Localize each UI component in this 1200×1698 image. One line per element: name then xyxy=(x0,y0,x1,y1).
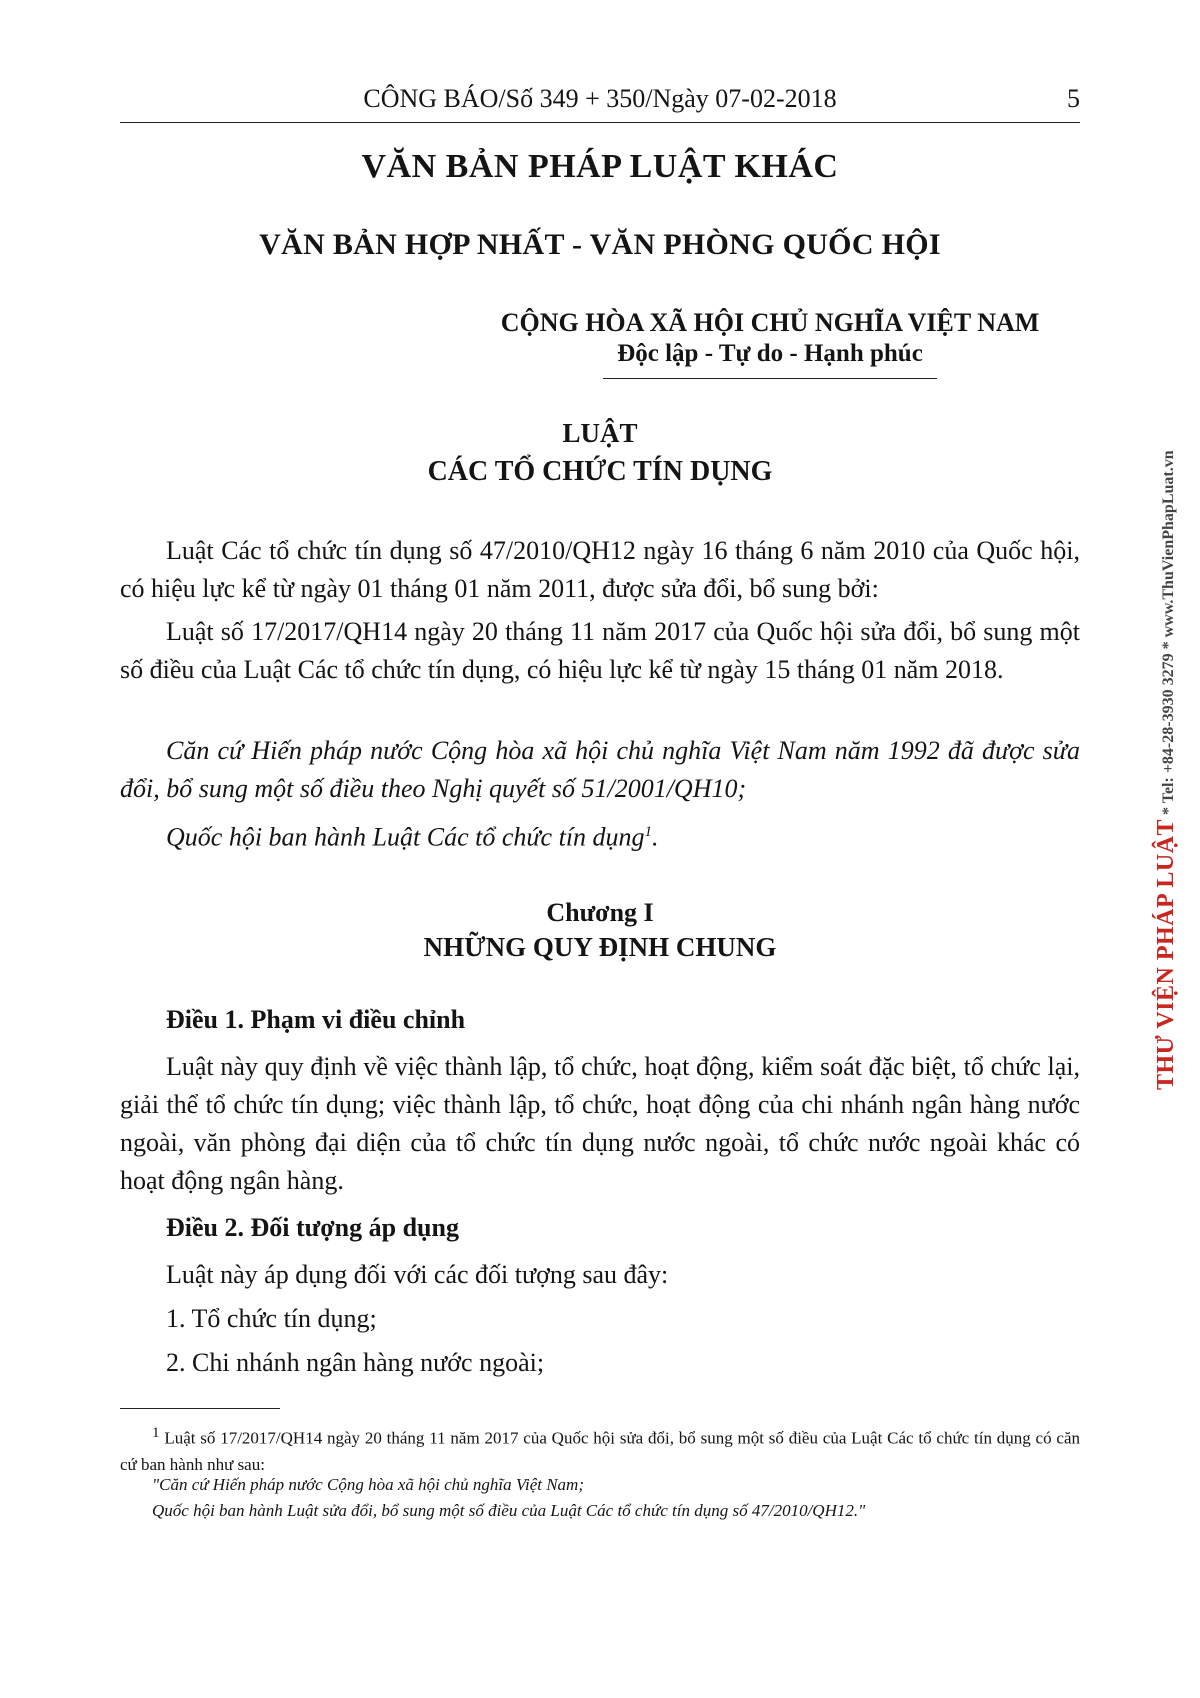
preamble-enactment xyxy=(120,813,1080,857)
footnote-marker: 1 xyxy=(152,1425,160,1441)
enactment-period: . xyxy=(652,822,659,852)
enactment-text: Quốc hội ban hành Luật Các tổ chức tín dụng xyxy=(166,822,645,852)
footnote-quote-line-2: Quốc hội ban hành Luật sửa đổi, bổ sung một số điều của Luật Các tổ chức tín dụng số 47/2010/QH12." xyxy=(152,1501,866,1520)
article-2-title: Điều 2. Đối tượng áp dụng xyxy=(166,1213,459,1242)
chapter-title: NHỮNG QUY ĐỊNH CHUNG xyxy=(423,932,777,962)
motto-underline xyxy=(603,378,937,379)
preamble-paragraph-2: Luật số 17/2017/QH14 ngày 20 tháng 11 năm 2017 của Quốc hội sửa đổi, bổ sung một số điều của Luật Các tổ chức tín dụng, có hiệu lực kể từ ngày 15 tháng 01 năm 2018. xyxy=(120,617,1080,684)
national-title: CỘNG HÒA XÃ HỘI CHỦ NGHĨA VIỆT NAM xyxy=(500,308,1040,337)
preamble-paragraph-1: Luật Các tổ chức tín dụng số 47/2010/QH12 ngày 16 tháng 6 năm 2010 của Quốc hội, có hiệu lực kể từ ngày 01 tháng 01 năm 2011, được sửa đổi, bổ sung bởi: xyxy=(120,536,1080,603)
article-2-item-2: 2. Chi nhánh ngân hàng nước ngoài; xyxy=(166,1348,545,1377)
chapter-label: Chương I xyxy=(546,898,654,927)
national-motto: Độc lập - Tự do - Hạnh phúc xyxy=(617,340,923,367)
footnote-separator xyxy=(120,1408,280,1409)
page-number: 5 xyxy=(1067,84,1080,113)
footnote-text: Luật số 17/2017/QH14 ngày 20 tháng 11 năm 2017 của Quốc hội sửa đổi, bổ sung một số điều của Luật Các tổ chức tín dụng có căn cứ ban hành như sau: xyxy=(120,1428,1081,1474)
watermark-brand: THƯ VIỆN PHÁP LUẬT xyxy=(1153,818,1179,1090)
subsection-title: VĂN BẢN HỢP NHẤT - VĂN PHÒNG QUỐC HỘI xyxy=(259,228,941,261)
section-title: VĂN BẢN PHÁP LUẬT KHÁC xyxy=(361,148,839,185)
page-header xyxy=(120,78,1080,123)
footnote-quote xyxy=(120,1472,1080,1524)
law-kind: LUẬT xyxy=(562,418,638,448)
footnote-quote-line-1: "Căn cứ Hiến pháp nước Cộng hòa xã hội chủ nghĩa Việt Nam; xyxy=(152,1475,584,1494)
gazette-header-title: CÔNG BÁO/Số 349 + 350/Ngày 07-02-2018 xyxy=(363,84,837,113)
article-2-text: Luật này áp dụng đối với các đối tượng sau đây: xyxy=(166,1260,669,1289)
law-name: CÁC TỔ CHỨC TÍN DỤNG xyxy=(427,456,773,487)
footnote-1 xyxy=(120,1420,1080,1478)
article-1-text: Luật này quy định về việc thành lập, tổ chức, hoạt động, kiểm soát đặc biệt, tổ chức lại, giải thể tổ chức tín dụng; việc thành lập, tổ chức, hoạt động của chi nhánh ngân hàng nước ngoài, văn phòng đại diện của tổ chức tín dụng nước ngoài, tổ chức nước ngoài khác có hoạt động ngân hàng. xyxy=(120,1052,1080,1195)
watermark-contact: * Tel: +84-28-3930 3279 * www.ThuVienPhapLuat.vn xyxy=(1160,450,1177,819)
footnote-ref: 1 xyxy=(644,824,653,840)
side-watermark xyxy=(1153,450,1180,1090)
preamble-legal-basis: Căn cứ Hiến pháp nước Cộng hòa xã hội chủ nghĩa Việt Nam năm 1992 đã được sửa đổi, bổ sung một số điều theo Nghị quyết số 51/2001/QH10; xyxy=(120,736,1080,803)
article-1-title: Điều 1. Phạm vi điều chỉnh xyxy=(166,1005,466,1034)
article-2-item-1: 1. Tổ chức tín dụng; xyxy=(166,1304,377,1333)
